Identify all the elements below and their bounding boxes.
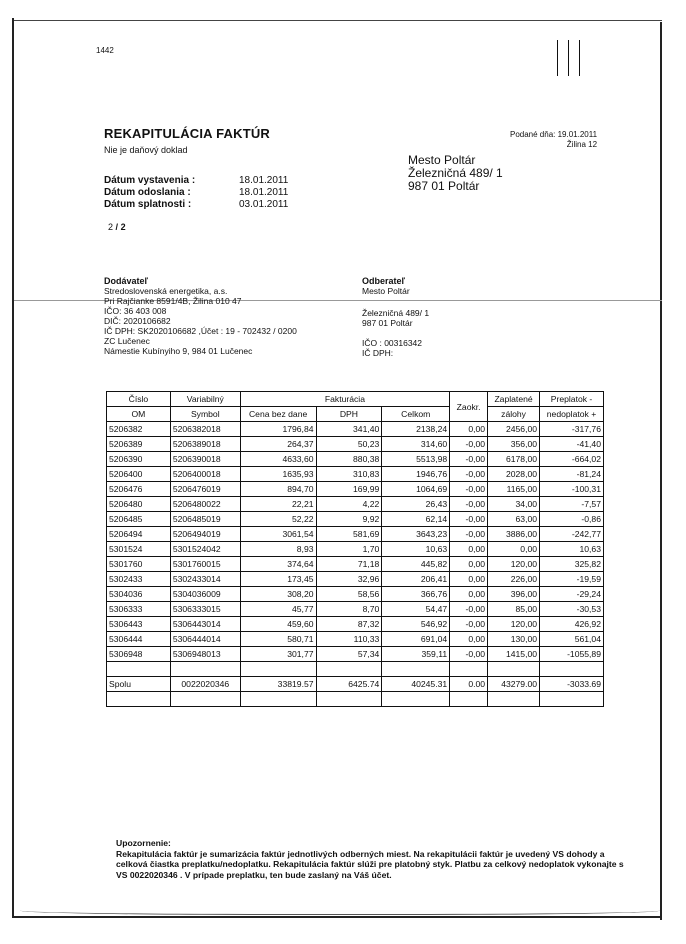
cell-variabilny-symbol: 5206485019 <box>170 512 240 527</box>
cell-celkom: 691,04 <box>382 632 450 647</box>
cell-cislo-om: 5304036 <box>107 587 171 602</box>
table-row <box>107 587 604 602</box>
table-row <box>107 512 604 527</box>
supplier-line: Stredoslovenská energetika, a.s. <box>104 286 228 296</box>
cell-cislo-om: 5206389 <box>107 437 171 452</box>
header-cislo: Číslo <box>107 392 171 407</box>
cell-cena-bez-dane: 4633,60 <box>240 452 316 467</box>
header-celkom: Celkom <box>382 407 450 422</box>
date-row-sent <box>104 187 288 199</box>
date-label: Dátum vystavenia : <box>104 175 196 186</box>
supplier-block <box>104 276 297 356</box>
document-title: REKAPITULÁCIA FAKTÚR <box>104 126 271 141</box>
cell-celkom: 10,63 <box>382 542 450 557</box>
date-value: 18.01.2011 <box>239 187 289 198</box>
table-row <box>107 437 604 452</box>
cell-cena-bez-dane: 301,77 <box>240 647 316 662</box>
customer-icdph: IČ DPH: <box>362 348 394 358</box>
filing-stamp <box>510 130 597 150</box>
date-value: 18.01.2011 <box>239 175 289 186</box>
cell-variabilny-symbol: 5302433014 <box>170 572 240 587</box>
cell-dph: 4,22 <box>316 497 382 512</box>
customer-street: Železničná 489/ 1 <box>362 308 430 318</box>
header-symbol: Symbol <box>170 407 240 422</box>
cell-zaplatene-zalohy: 0,00 <box>488 542 540 557</box>
customer-ico: IČO : 00316342 <box>362 338 423 348</box>
page-border-bottom <box>14 916 662 918</box>
spacer-row <box>107 692 604 707</box>
cell-cena-bez-dane: 459,60 <box>240 617 316 632</box>
cell-preplatok-nedoplatok: -81,24 <box>540 467 604 482</box>
page-border-left <box>12 18 14 918</box>
supplier-line: ZC Lučenec <box>104 336 150 346</box>
cell-zaplatene-zalohy: 1415,00 <box>488 647 540 662</box>
recipient-city: 987 01 Poltár <box>408 179 480 193</box>
cell-dph: 87,32 <box>316 617 382 632</box>
cell-cena-bez-dane: 173,45 <box>240 572 316 587</box>
cell-cena-bez-dane: 45,77 <box>240 602 316 617</box>
cell-celkom: 546,92 <box>382 617 450 632</box>
cell-celkom: 2138,24 <box>382 422 450 437</box>
cell-zaplatene-zalohy: 3886,00 <box>488 527 540 542</box>
cell-cislo-om: 5306444 <box>107 632 171 647</box>
cell-variabilny-symbol: 5306948013 <box>170 647 240 662</box>
cell-cislo-om: 5206494 <box>107 527 171 542</box>
cell-zaplatene-zalohy: 120,00 <box>488 617 540 632</box>
cell-cislo-om: 5206480 <box>107 497 171 512</box>
date-value: 03.01.2011 <box>239 199 289 210</box>
cell-variabilny-symbol: 5206480022 <box>170 497 240 512</box>
table-row <box>107 422 604 437</box>
cell-celkom: 1064,69 <box>382 482 450 497</box>
header-om: OM <box>107 407 171 422</box>
header-variabilny: Variabilný <box>170 392 240 407</box>
cell-variabilny-symbol: 5301524042 <box>170 542 240 557</box>
filed-place: Žilina 12 <box>566 140 598 149</box>
cell-cislo-om: 5206485 <box>107 512 171 527</box>
date-label: Dátum odoslania : <box>104 187 191 198</box>
cell-zaplatene-zalohy: 85,00 <box>488 602 540 617</box>
total-celkom: 40245.31 <box>382 677 450 692</box>
supplier-line: Pri Rajčianke 8591/4B, Žilina 010 47 <box>104 296 242 306</box>
table-row <box>107 497 604 512</box>
cell-preplatok-nedoplatok: -7,57 <box>540 497 604 512</box>
cell-preplatok-nedoplatok: -242,77 <box>540 527 604 542</box>
total-label: Spolu <box>107 677 171 692</box>
cell-zaokr: -0,00 <box>450 437 488 452</box>
recipient-address <box>408 154 503 193</box>
date-label: Dátum splatnosti : <box>104 199 192 210</box>
cell-zaokr: -0,00 <box>450 482 488 497</box>
table-row <box>107 617 604 632</box>
cell-dph: 8,70 <box>316 602 382 617</box>
total-preplatok: -3033.69 <box>540 677 604 692</box>
recipient-name: Mesto Poltár <box>408 153 476 167</box>
cell-variabilny-symbol: 5206494019 <box>170 527 240 542</box>
cell-preplatok-nedoplatok: -41,40 <box>540 437 604 452</box>
page-total: 2 <box>120 222 126 232</box>
table-row <box>107 632 604 647</box>
cell-zaplatene-zalohy: 6178,00 <box>488 452 540 467</box>
cell-zaokr: -0,00 <box>450 527 488 542</box>
table-row <box>107 467 604 482</box>
total-row <box>107 677 604 692</box>
supplier-line: IČ DPH: SK2020106682 ,Účet : 19 - 702432 / 0200 <box>104 326 297 336</box>
cell-preplatok-nedoplatok: -1055,89 <box>540 647 604 662</box>
cell-zaokr: -0,00 <box>450 617 488 632</box>
cell-zaokr: -0,00 <box>450 497 488 512</box>
cell-preplatok-nedoplatok: -100,31 <box>540 482 604 497</box>
invoice-table <box>106 391 604 707</box>
header-preplatok: Preplatok - <box>540 392 604 407</box>
cell-cena-bez-dane: 3061,54 <box>240 527 316 542</box>
cell-zaplatene-zalohy: 120,00 <box>488 557 540 572</box>
table-row <box>107 557 604 572</box>
cell-celkom: 54,47 <box>382 602 450 617</box>
cell-preplatok-nedoplatok: -19,59 <box>540 572 604 587</box>
cell-variabilny-symbol: 5306443014 <box>170 617 240 632</box>
cell-zaokr: -0,00 <box>450 452 488 467</box>
cell-zaplatene-zalohy: 226,00 <box>488 572 540 587</box>
cell-dph: 1,70 <box>316 542 382 557</box>
cell-dph: 581,69 <box>316 527 382 542</box>
total-dph: 6425.74 <box>316 677 382 692</box>
cell-dph: 9,92 <box>316 512 382 527</box>
cell-cena-bez-dane: 52,22 <box>240 512 316 527</box>
document-number: 1442 <box>96 46 114 55</box>
cell-zaokr: 0,00 <box>450 422 488 437</box>
cell-zaokr: 0,00 <box>450 557 488 572</box>
cell-cena-bez-dane: 308,20 <box>240 587 316 602</box>
cell-dph: 310,83 <box>316 467 382 482</box>
header-cena: Cena bez dane <box>240 407 316 422</box>
cell-variabilny-symbol: 5301760015 <box>170 557 240 572</box>
date-row-due <box>104 199 288 211</box>
supplier-line: DIČ: 2020106682 <box>104 316 171 326</box>
cell-variabilny-symbol: 5206389018 <box>170 437 240 452</box>
note-block <box>116 838 636 880</box>
table-row <box>107 527 604 542</box>
cell-celkom: 26,43 <box>382 497 450 512</box>
cell-cena-bez-dane: 22,21 <box>240 497 316 512</box>
spacer-row <box>107 662 604 677</box>
recipient-street: Železničná 489/ 1 <box>408 166 503 180</box>
dates-block <box>104 175 288 211</box>
document-subtitle: Nie je daňový doklad <box>104 145 188 155</box>
page-counter <box>108 222 126 232</box>
cell-zaplatene-zalohy: 2456,00 <box>488 422 540 437</box>
customer-block <box>362 276 429 358</box>
table-row <box>107 647 604 662</box>
header-nedoplatok: nedoplatok + <box>540 407 604 422</box>
date-row-issue <box>104 175 288 187</box>
table-row <box>107 602 604 617</box>
cell-cislo-om: 5206390 <box>107 452 171 467</box>
customer-name: Mesto Poltár <box>362 286 410 296</box>
header-zaplatene: Zaplatené <box>488 392 540 407</box>
cell-preplatok-nedoplatok: 10,63 <box>540 542 604 557</box>
cell-cislo-om: 5301760 <box>107 557 171 572</box>
page-current: 2 <box>108 222 114 232</box>
cell-preplatok-nedoplatok: 426,92 <box>540 617 604 632</box>
total-zaokr: 0.00 <box>450 677 488 692</box>
table-row <box>107 452 604 467</box>
cell-cena-bez-dane: 1796,84 <box>240 422 316 437</box>
table-row <box>107 542 604 557</box>
cell-variabilny-symbol: 5206476019 <box>170 482 240 497</box>
total-vs: 0022020346 <box>170 677 240 692</box>
cell-dph: 32,96 <box>316 572 382 587</box>
cell-dph: 169,99 <box>316 482 382 497</box>
cell-celkom: 5513,98 <box>382 452 450 467</box>
table-row <box>107 572 604 587</box>
customer-heading: Odberateľ <box>362 276 405 286</box>
cell-cena-bez-dane: 8,93 <box>240 542 316 557</box>
cell-preplatok-nedoplatok: -317,76 <box>540 422 604 437</box>
cell-zaplatene-zalohy: 130,00 <box>488 632 540 647</box>
page-border-top <box>14 20 662 21</box>
cell-zaplatene-zalohy: 2028,00 <box>488 467 540 482</box>
cell-dph: 58,56 <box>316 587 382 602</box>
cell-cena-bez-dane: 580,71 <box>240 632 316 647</box>
cell-celkom: 366,76 <box>382 587 450 602</box>
filed-date: Podané dňa: 19.01.2011 <box>510 130 598 139</box>
table-body <box>107 422 604 662</box>
note-heading: Upozornenie: <box>116 838 171 848</box>
cell-dph: 110,33 <box>316 632 382 647</box>
cell-variabilny-symbol: 5206390018 <box>170 452 240 467</box>
supplier-heading: Dodávateľ <box>104 276 148 286</box>
cell-celkom: 206,41 <box>382 572 450 587</box>
cell-dph: 71,18 <box>316 557 382 572</box>
cell-variabilny-symbol: 5304036009 <box>170 587 240 602</box>
cell-variabilny-symbol: 5306444014 <box>170 632 240 647</box>
cell-celkom: 314,60 <box>382 437 450 452</box>
cell-zaplatene-zalohy: 34,00 <box>488 497 540 512</box>
cell-zaplatene-zalohy: 63,00 <box>488 512 540 527</box>
header-dph: DPH <box>316 407 382 422</box>
cell-cislo-om: 5306443 <box>107 617 171 632</box>
supplier-line: IČO: 36 403 008 <box>104 306 167 316</box>
cell-zaplatene-zalohy: 396,00 <box>488 587 540 602</box>
cell-cena-bez-dane: 264,37 <box>240 437 316 452</box>
cell-dph: 57,34 <box>316 647 382 662</box>
header-fakturacia: Fakturácia <box>240 392 449 407</box>
cell-zaokr: 0,00 <box>450 572 488 587</box>
table-row <box>107 482 604 497</box>
supplier-line: Námestie Kubínyiho 9, 984 01 Lučenec <box>104 346 253 356</box>
cell-zaplatene-zalohy: 1165,00 <box>488 482 540 497</box>
cell-cislo-om: 5206400 <box>107 467 171 482</box>
postal-barcode-marks <box>557 40 590 81</box>
cell-celkom: 62,14 <box>382 512 450 527</box>
cell-celkom: 1946,76 <box>382 467 450 482</box>
cell-cislo-om: 5306333 <box>107 602 171 617</box>
cell-cena-bez-dane: 894,70 <box>240 482 316 497</box>
cell-celkom: 3643,23 <box>382 527 450 542</box>
cell-variabilny-symbol: 5206382018 <box>170 422 240 437</box>
total-cena: 33819.57 <box>240 677 316 692</box>
cell-preplatok-nedoplatok: -0,86 <box>540 512 604 527</box>
cell-zaokr: 0,00 <box>450 542 488 557</box>
cell-cislo-om: 5301524 <box>107 542 171 557</box>
cell-dph: 50,23 <box>316 437 382 452</box>
cell-cislo-om: 5206382 <box>107 422 171 437</box>
cell-preplatok-nedoplatok: -30,53 <box>540 602 604 617</box>
cell-zaokr: -0,00 <box>450 512 488 527</box>
cell-celkom: 359,11 <box>382 647 450 662</box>
cell-preplatok-nedoplatok: -664,02 <box>540 452 604 467</box>
cell-cislo-om: 5302433 <box>107 572 171 587</box>
page-separator: / <box>115 222 119 232</box>
cell-zaokr: -0,00 <box>450 467 488 482</box>
total-zalohy: 43279.00 <box>488 677 540 692</box>
cell-zaplatene-zalohy: 356,00 <box>488 437 540 452</box>
cell-cislo-om: 5206476 <box>107 482 171 497</box>
cell-dph: 880,38 <box>316 452 382 467</box>
cell-cena-bez-dane: 374,64 <box>240 557 316 572</box>
cell-variabilny-symbol: 5306333015 <box>170 602 240 617</box>
cell-variabilny-symbol: 5206400018 <box>170 467 240 482</box>
cell-zaokr: -0,00 <box>450 602 488 617</box>
page-border-right <box>660 22 662 920</box>
note-text: Rekapitulácia faktúr je sumarizácia faktúr jednotlivých odberných miest. Na rekapitulácii faktúr je uvedený VS dohody a celková čiastka preplatku/nedoplatku. Rekapitulácia faktúr slúži pre platobný styk. Platbu za celkový nedoplatok vykonajte s VS 0022020346 . V prípade preplatku, ten bude zaslaný na Váš účet. <box>116 848 624 880</box>
cell-celkom: 445,82 <box>382 557 450 572</box>
cell-cislo-om: 5306948 <box>107 647 171 662</box>
cell-preplatok-nedoplatok: 325,82 <box>540 557 604 572</box>
cell-zaokr: -0,00 <box>450 647 488 662</box>
cell-zaokr: 0,00 <box>450 587 488 602</box>
scan-artifact-wave <box>20 904 660 915</box>
customer-city: 987 01 Poltár <box>362 318 413 328</box>
cell-preplatok-nedoplatok: -29,24 <box>540 587 604 602</box>
header-zalohy: zálohy <box>488 407 540 422</box>
cell-preplatok-nedoplatok: 561,04 <box>540 632 604 647</box>
cell-dph: 341,40 <box>316 422 382 437</box>
cell-zaokr: 0,00 <box>450 632 488 647</box>
cell-cena-bez-dane: 1635,93 <box>240 467 316 482</box>
header-zaokr: Zaokr. <box>450 392 488 422</box>
